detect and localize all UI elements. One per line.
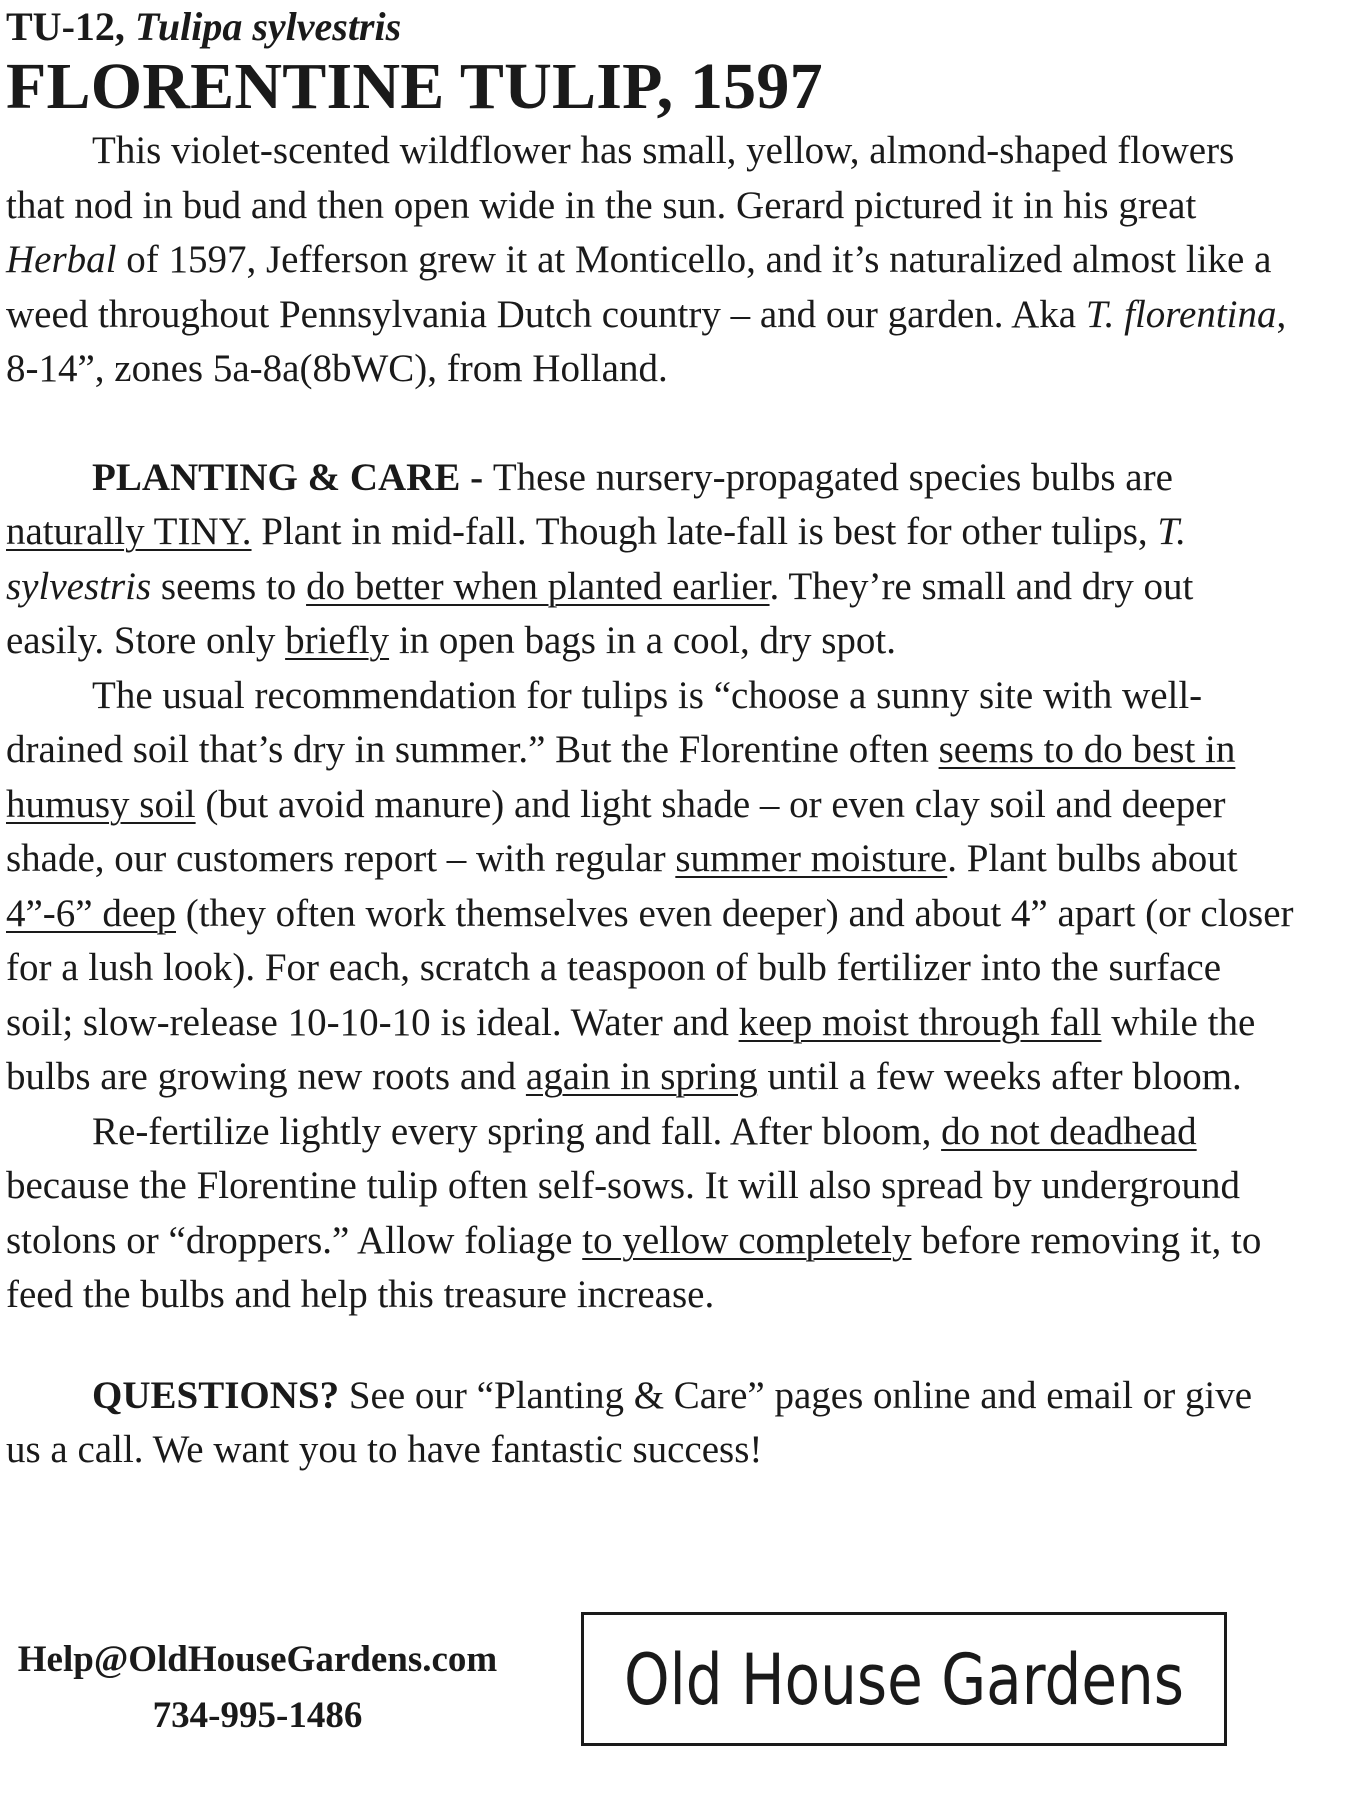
spacer [6,397,1296,451]
planting-underline: briefly [285,619,390,662]
planting-text: because the Florentine tulip often self-sows. It will also spread by underground stolons or “droppers.” Allow foliage [6,1164,1241,1262]
planting-text: in open bags in a cool, dry spot. [389,619,896,662]
planting-paragraph-3 [6,1105,1296,1323]
spacer [6,1323,1296,1369]
brand-logo [604,1624,1204,1734]
planting-underline: 4”-6” deep [6,891,176,935]
planting-heading: PLANTING & CARE - [92,455,493,499]
planting-text: before removing it, to feed the bulbs and help this treasure increase. [6,1218,1262,1316]
planting-text: (but avoid manure) and light shade – or even clay soil and deeper shade, our customers report – with regular [6,782,1226,880]
footer [0,1612,1350,1752]
phone-number[interactable]: 734-995-1486 [152,1695,363,1736]
seed-packet-sheet [6,0,1296,1478]
catalog-code: TU-12, [6,4,135,49]
planting-underline: summer moisture [675,837,948,880]
brand-logo-box [581,1612,1227,1746]
planting-underline: do better when planted earlier [306,564,770,608]
catalog-code-line [6,4,1296,50]
questions-paragraph [6,1369,1296,1478]
planting-text: while the bulbs are growing new roots and [6,1000,1256,1098]
planting-underline: again in spring [525,1055,758,1098]
planting-text: until a few weeks after bloom. [757,1055,1242,1098]
planting-italic: T. sylvestris [6,510,1186,608]
planting-text: These nursery-propagated species bulbs are [492,455,1173,499]
planting-text: seems to [151,564,307,608]
planting-underline: seems to do best in humusy soil [6,728,1236,826]
email-address[interactable]: Help@OldHouseGardens.com [17,1639,498,1680]
planting-paragraph-1 [6,451,1296,669]
intro-text: This violet-scented wildflower has small, yellow, almond-shaped flowers that nod in bud and then open wide in the sun. Gerard pictured it in his great [6,129,1235,227]
questions-heading: QUESTIONS? [92,1373,340,1417]
page-title: FLORENTINE TULIP, 1597 [6,50,823,123]
planting-text: . Plant bulbs about [947,837,1238,880]
intro-text: , 8-14”, zones 5a-8a(8bWC), from Holland. [6,292,1287,390]
planting-underline: naturally TINY. [6,510,252,553]
questions-text: See our “Planting & Care” pages online and email or give us a call. We want you to have fantastic success! [6,1373,1253,1471]
planting-underline: to yellow completely [582,1218,912,1262]
contact-info [10,1632,505,1744]
planting-underline: do not deadhead [941,1109,1197,1153]
planting-text: Re-fertilize lightly every spring and fall. After bloom, [92,1109,942,1153]
brand-logo-text: Old House Gardens [624,1639,1184,1721]
intro-text: of 1597, Jefferson grew it at Monticello, and it’s naturalized almost like a weed throughout Pennsylvania Dutch country – and our garden. Aka [6,238,1272,336]
intro-italic-synonym: T. florentina [1085,292,1277,336]
botanical-name: Tulipa sylvestris [134,4,402,49]
planting-underline: keep moist through fall [738,1000,1102,1044]
planting-text: The usual recommendation for tulips is “choose a sunny site with well-drained soil that’s dry in summer.” But the Florentine often [6,673,1203,771]
planting-paragraph-2 [6,669,1296,1105]
planting-text: Plant in mid-fall. Though late-fall is best for other tulips, [251,510,1158,553]
planting-text: (they often work themselves even deeper) and about 4” apart (or closer for a lush look). For each, scratch a teaspoon of bulb fertilizer into the surface soil; slow-release 10-10-10 is ideal. Water and [6,891,1294,1044]
intro-italic-herbal: Herbal [6,238,117,281]
planting-text: . They’re small and dry out easily. Store only [6,564,1194,662]
intro-paragraph [6,124,1296,397]
